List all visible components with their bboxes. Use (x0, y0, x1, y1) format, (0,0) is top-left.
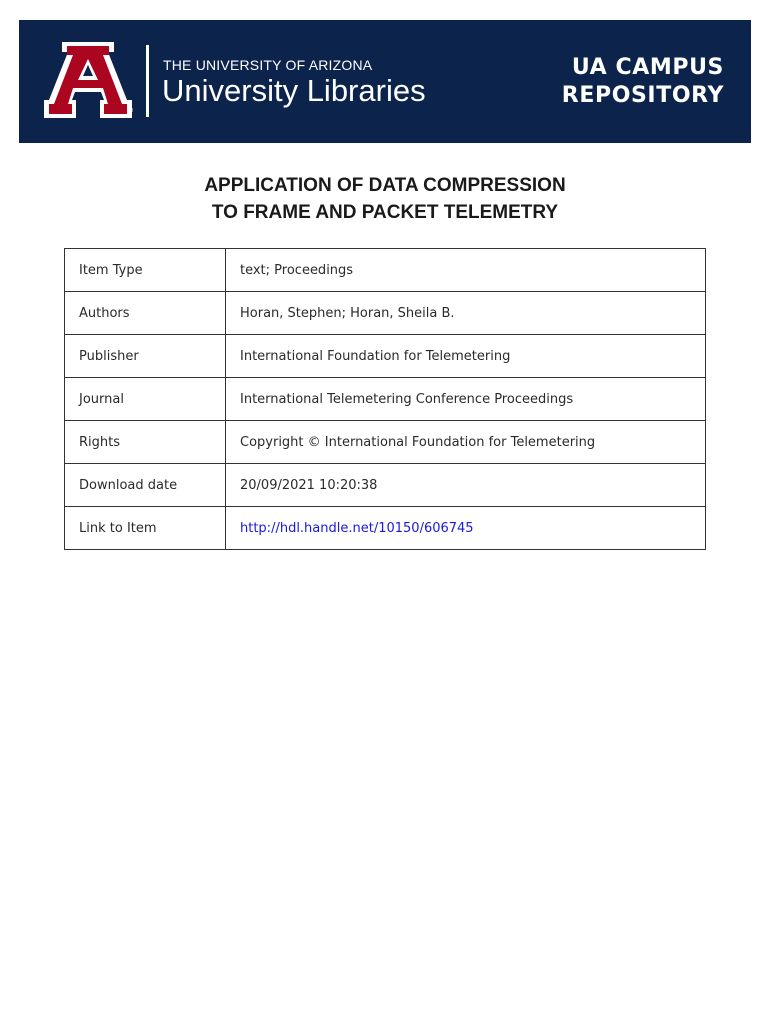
rights-value: Copyright © International Foundation for Telemetering (226, 421, 706, 464)
table-row (65, 335, 706, 378)
document-title-line1: APPLICATION OF DATA COMPRESSION (204, 175, 566, 196)
journal-value: International Telemetering Conference Proceedings (226, 378, 706, 421)
authors-value: Horan, Stephen; Horan, Sheila B. (226, 292, 706, 335)
table-row (65, 378, 706, 421)
repository-label-line2: REPOSITORY (561, 83, 724, 108)
link-to-item-label: Link to Item (65, 507, 226, 550)
publisher-value: International Foundation for Telemetering (226, 335, 706, 378)
logo-divider (146, 45, 149, 117)
metadata-table (64, 248, 706, 550)
table-row (65, 292, 706, 335)
document-title-line2: TO FRAME AND PACKET TELEMETRY (211, 202, 559, 223)
repository-banner (19, 20, 751, 143)
rights-label: Rights (65, 421, 226, 464)
link-to-item-cell (226, 507, 706, 550)
table-row (65, 421, 706, 464)
item-type-value: text; Proceedings (226, 249, 706, 292)
table-row (65, 464, 706, 507)
item-link[interactable]: http://hdl.handle.net/10150/606745 (240, 520, 474, 536)
library-name: University Libraries (162, 73, 426, 108)
journal-label: Journal (65, 378, 226, 421)
table-row (65, 507, 706, 550)
registered-mark: ® (126, 106, 134, 115)
download-date-label: Download date (65, 464, 226, 507)
institution-name: THE UNIVERSITY OF ARIZONA (163, 57, 373, 73)
university-a-logo-icon (43, 42, 133, 118)
table-row (65, 249, 706, 292)
document-title (0, 172, 770, 226)
item-type-label: Item Type (65, 249, 226, 292)
authors-label: Authors (65, 292, 226, 335)
repository-label-line1: UA CAMPUS (571, 55, 724, 80)
repository-label (562, 54, 724, 110)
publisher-label: Publisher (65, 335, 226, 378)
download-date-value: 20/09/2021 10:20:38 (226, 464, 706, 507)
